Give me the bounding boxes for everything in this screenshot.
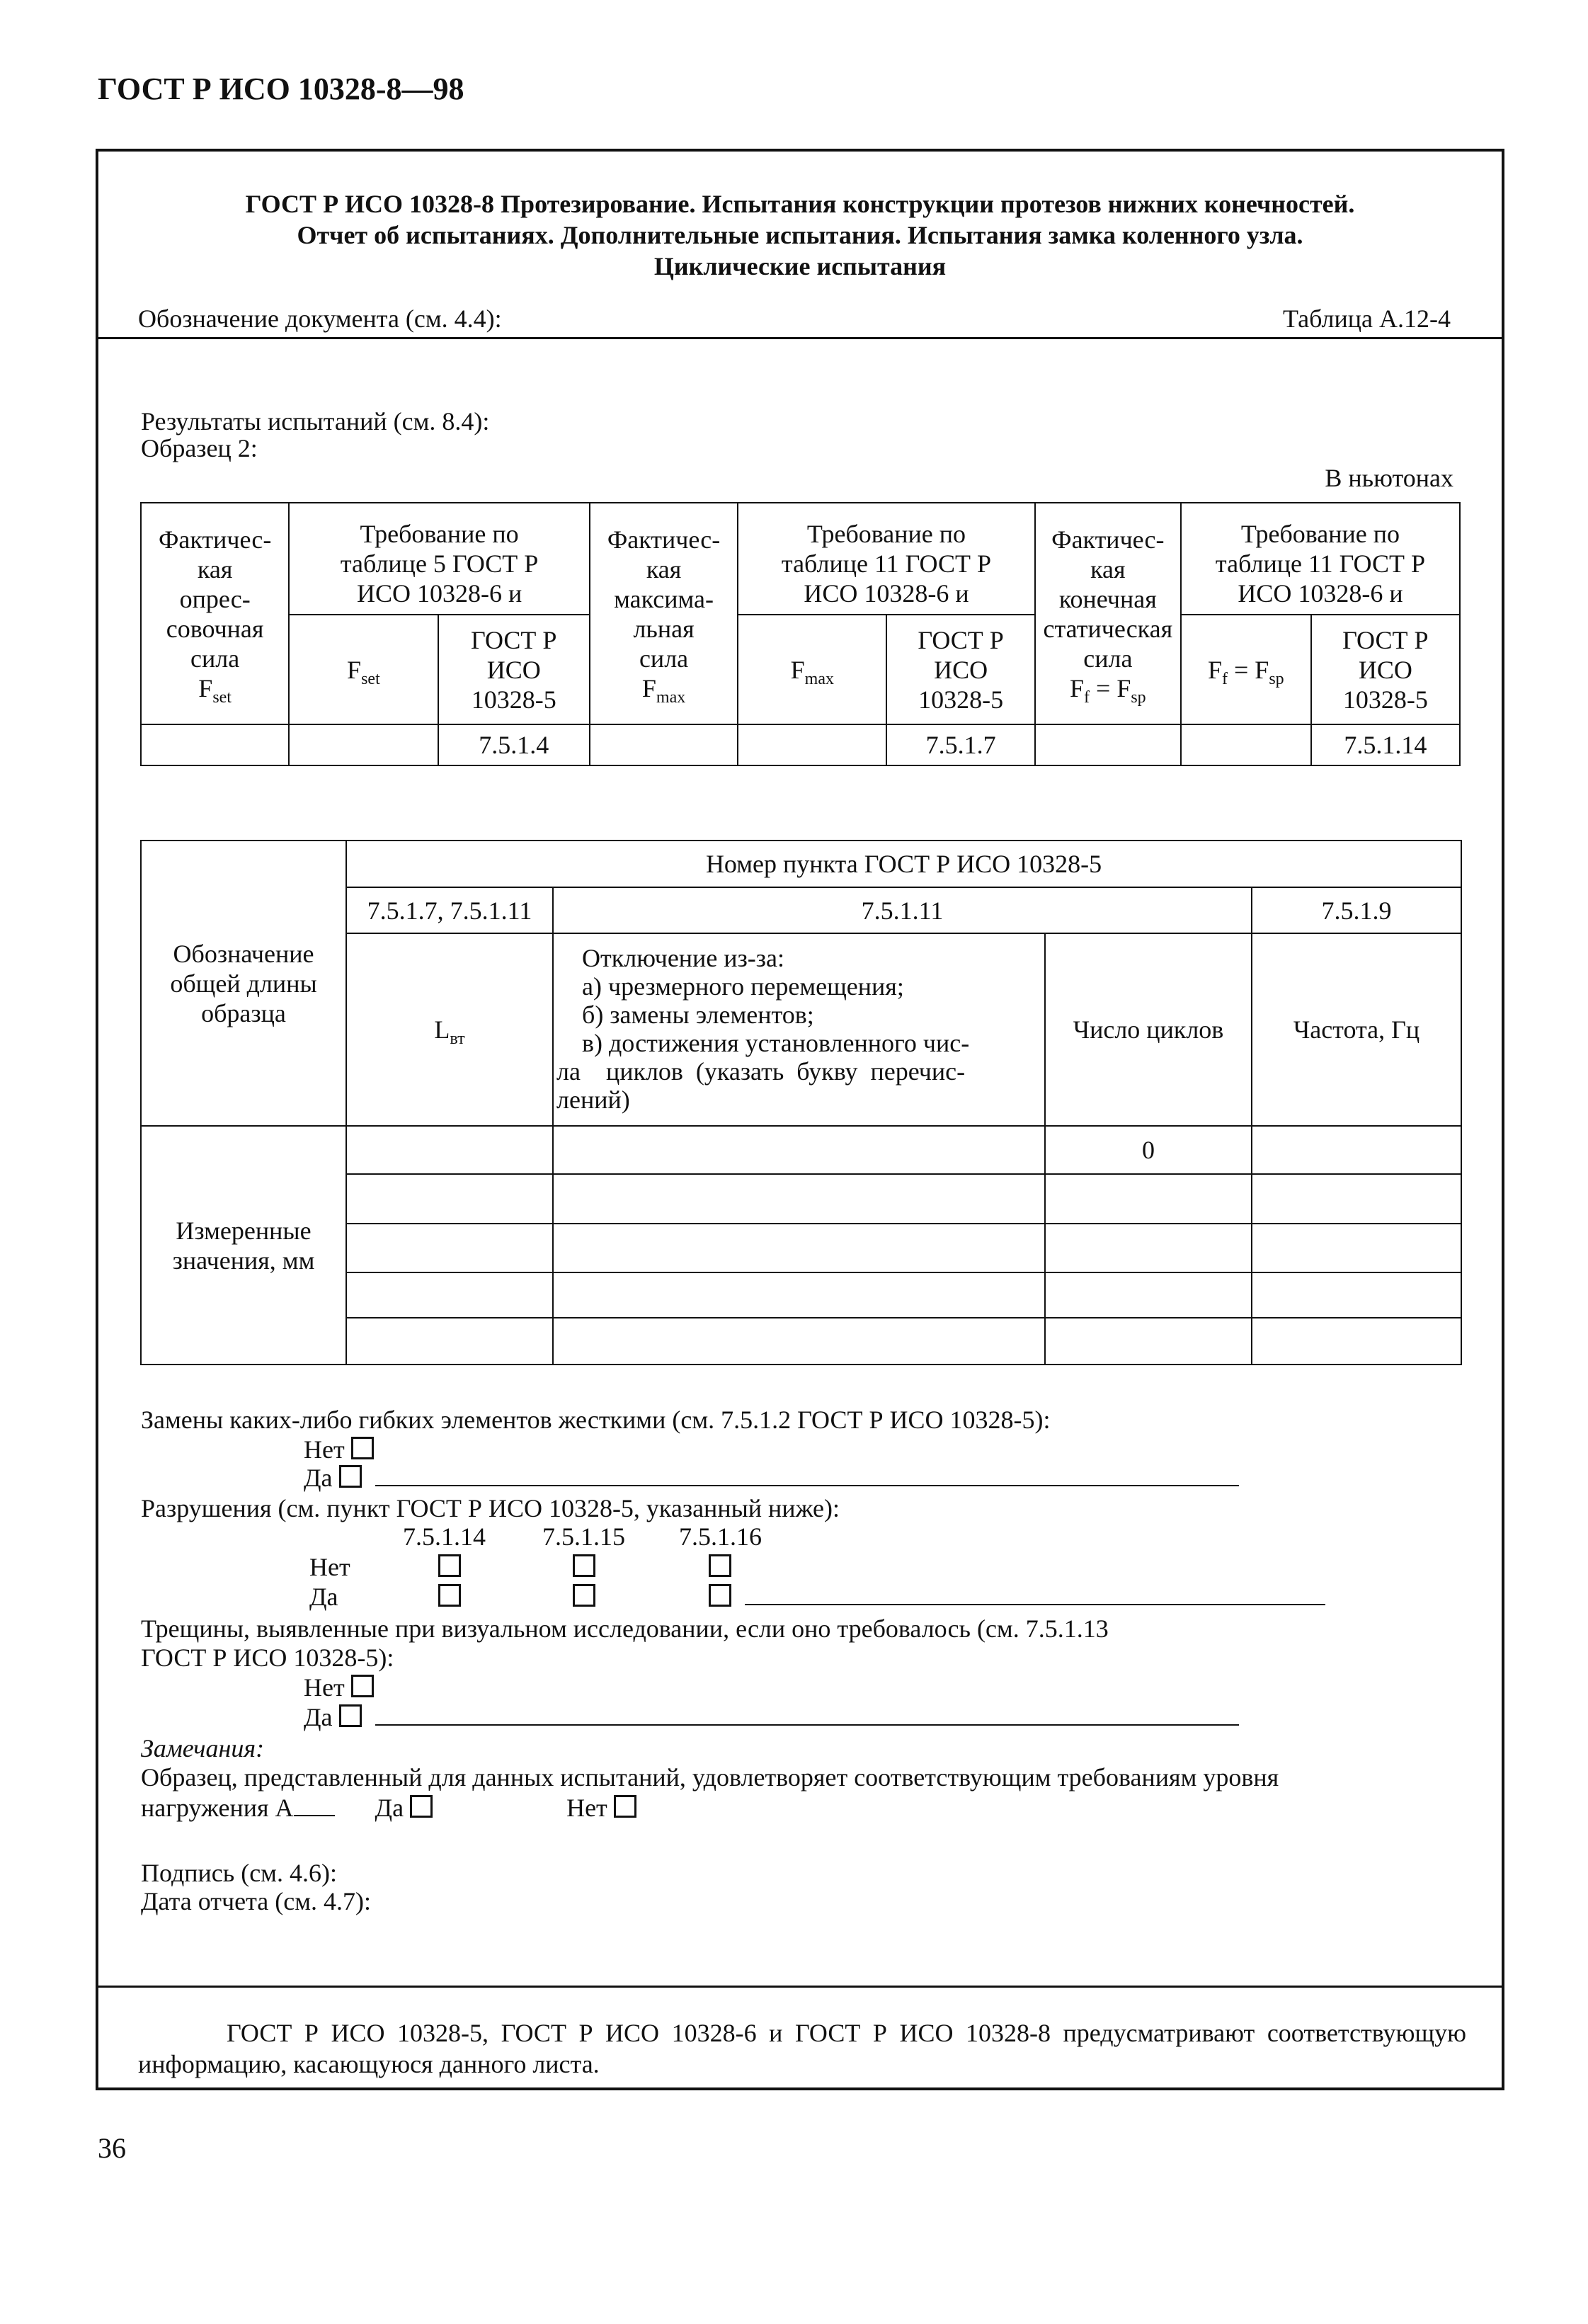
cracks-no-row: [304, 1673, 374, 1702]
table-cell[interactable]: [590, 724, 738, 765]
failures-clause-2: 7.5.1.15: [542, 1522, 625, 1551]
table-cell[interactable]: [346, 1126, 553, 1174]
fmax-subheader: $F_{max}$: [738, 615, 886, 724]
table-cell[interactable]: [346, 1318, 553, 1365]
gost-10328-5-subheader: ГОСТ Р ИСО 10328-5: [1311, 615, 1460, 724]
failures-clause-1: 7.5.1.14: [403, 1522, 486, 1551]
table-cell[interactable]: [553, 1126, 1045, 1174]
table-cell[interactable]: [346, 1272, 553, 1318]
replacements-no-row: [304, 1435, 374, 1464]
cracks-yes-row: [304, 1702, 1239, 1732]
report-date-label: Дата отчета (см. 4.7):: [141, 1887, 371, 1915]
table-cell[interactable]: [1045, 1174, 1252, 1224]
form-title-line-2: Отчет об испытаниях. Дополнительные испытания. Испытания замка коленного узла.: [297, 221, 1303, 249]
conformity-no-checkbox[interactable]: [614, 1795, 636, 1818]
no-label: Нет: [566, 1794, 607, 1822]
yes-label: Да: [304, 1703, 333, 1731]
failures-no-checkbox-2[interactable]: [573, 1554, 595, 1577]
clause-ref-cell: 7.5.1.4: [438, 724, 590, 765]
failures-yes-label: Да: [309, 1583, 338, 1611]
clause-ref-cell: 7.5.1.7: [886, 724, 1034, 765]
lbt-header: $L_{вт}$: [346, 933, 553, 1126]
sample-label: Образец 2:: [141, 434, 258, 462]
table-cell[interactable]: [346, 1224, 553, 1272]
failures-yes-checkbox-2[interactable]: [573, 1584, 595, 1607]
form-title-block: [98, 152, 1502, 339]
measured-values-label: Измеренные значения, мм: [141, 1126, 346, 1365]
remarks-label: Замечания:: [141, 1734, 265, 1762]
gost-10328-5-subheader: ГОСТ Р ИСО 10328-5: [886, 615, 1034, 724]
failures-details-line[interactable]: [745, 1604, 1325, 1605]
table-cell[interactable]: [1252, 1126, 1461, 1174]
table-cell[interactable]: [1045, 1272, 1252, 1318]
clause-7-5-1-9-header: 7.5.1.9: [1252, 887, 1461, 933]
failures-yes-checkbox-1[interactable]: [438, 1584, 461, 1607]
table-cell[interactable]: [738, 724, 886, 765]
table-cell[interactable]: [1181, 724, 1311, 765]
failures-yes-checkbox-3[interactable]: [709, 1584, 731, 1607]
overall-length-header: Обозначение общей длины образца: [141, 841, 346, 1126]
failures-question: Разрушения (см. пункт ГОСТ Р ИСО 10328-5, указанный ниже):: [141, 1494, 840, 1522]
table-cell[interactable]: [1252, 1224, 1461, 1272]
clause-number-header: Номер пункта ГОСТ Р ИСО 10328-5: [346, 841, 1461, 887]
proof-force-requirement-header: Требование по таблице 5 ГОСТ Р ИСО 10328-6 и: [289, 503, 590, 615]
max-force-requirement-header: Требование по таблице 11 ГОСТ Р ИСО 10328-6 и: [738, 503, 1035, 615]
ff-fsp-subheader: $F_f = F_{sp}$: [1181, 615, 1311, 724]
footer-note: ГОСТ Р ИСО 10328-5, ГОСТ Р ИСО 10328-6 и ГОСТ Р ИСО 10328-8 предусматривают соответствующую информацию, касающуюся данного листа.: [138, 2019, 1466, 2078]
clause-ref-cell: 7.5.1.14: [1311, 724, 1460, 765]
document-designation-label: Обозначение документа (см. 4.4):: [138, 304, 502, 333]
table-cell[interactable]: [553, 1272, 1045, 1318]
table-cell[interactable]: [346, 1174, 553, 1224]
replacements-yes-row: [304, 1463, 1239, 1493]
actual-proof-force-header: Фактичес- кая опрес- совочная сила $F_{set}$: [141, 503, 289, 724]
replacements-no-checkbox[interactable]: [351, 1437, 374, 1459]
fset-subheader: $F_{set}$: [289, 615, 438, 724]
cracks-question-line-1: Трещины, выявленные при визуальном исследовании, если оно требовалось (см. 7.5.1.13: [141, 1614, 1109, 1643]
yes-label: Да: [375, 1794, 404, 1822]
signature-label: Подпись (см. 4.6):: [141, 1859, 337, 1887]
replacements-question: Замены каких-либо гибких элементов жесткими (см. 7.5.1.2 ГОСТ Р ИСО 10328-5):: [141, 1406, 1051, 1434]
yes-label: Да: [304, 1464, 333, 1492]
failures-no-label: Нет: [309, 1553, 350, 1581]
table-cell[interactable]: [1035, 724, 1181, 765]
no-label: Нет: [304, 1435, 345, 1464]
gost-10328-5-subheader: ГОСТ Р ИСО 10328-5: [438, 615, 590, 724]
cracks-question-line-2: ГОСТ Р ИСО 10328-5):: [141, 1644, 394, 1672]
replacements-details-line[interactable]: [375, 1485, 1239, 1486]
footer-divider: [98, 1986, 1502, 1988]
replacements-yes-checkbox[interactable]: [339, 1465, 362, 1488]
measurements-table: [140, 840, 1462, 1365]
disconnect-reason-header: Отключение из-за: а) чрезмерного перемещения; б) замены элементов; в) достижения установленного чис- ла циклов (указать букву перечис- лений): [553, 933, 1045, 1126]
report-form-frame: [96, 149, 1504, 2090]
cracks-yes-checkbox[interactable]: [339, 1704, 362, 1727]
cracks-no-checkbox[interactable]: [351, 1675, 374, 1697]
failures-clause-3: 7.5.1.16: [679, 1522, 762, 1551]
table-cell[interactable]: [553, 1174, 1045, 1224]
page-number: 36: [98, 2132, 126, 2164]
results-label: Результаты испытаний (см. 8.4):: [141, 407, 490, 435]
cycles-value-cell: 0: [1045, 1126, 1252, 1174]
form-title-line-1: ГОСТ Р ИСО 10328-8 Протезирование. Испытания конструкции протезов нижних конечностей.: [245, 190, 1355, 218]
table-cell[interactable]: [289, 724, 438, 765]
conformity-yes-checkbox[interactable]: [410, 1795, 433, 1818]
failures-no-checkbox-1[interactable]: [438, 1554, 461, 1577]
form-title: [98, 188, 1502, 282]
table-cell[interactable]: [1252, 1174, 1461, 1224]
conformity-statement: Образец, представленный для данных испытаний, удовлетворяет соответствующим требованиям уровня: [141, 1763, 1279, 1792]
units-label: В ньютонах: [1325, 464, 1453, 492]
final-force-requirement-header: Требование по таблице 11 ГОСТ Р ИСО 10328-6 и: [1181, 503, 1460, 615]
actual-final-static-force-header: Фактичес- кая конечная статическая сила $F_f = F_{sp}$: [1035, 503, 1181, 724]
clause-7-5-1-11-header: 7.5.1.11: [553, 887, 1252, 933]
frequency-header: Частота, Гц: [1252, 933, 1461, 1126]
no-label: Нет: [304, 1673, 345, 1702]
failures-no-checkbox-3[interactable]: [709, 1554, 731, 1577]
load-level-label: нагружения А: [141, 1794, 294, 1822]
table-cell[interactable]: [1252, 1318, 1461, 1365]
table-cell[interactable]: [141, 724, 289, 765]
load-level-field[interactable]: [294, 1815, 335, 1816]
form-title-line-3: Циклические испытания: [653, 252, 947, 280]
clause-7-5-1-7-header: 7.5.1.7, 7.5.1.11: [346, 887, 553, 933]
page-header: ГОСТ Р ИСО 10328-8—98: [98, 72, 464, 106]
table-cell[interactable]: [1045, 1318, 1252, 1365]
table-cell[interactable]: [553, 1318, 1045, 1365]
actual-max-force-header: Фактичес- кая максима- льная сила $F_{max}$: [590, 503, 738, 724]
conformity-answer-row: [141, 1793, 636, 1823]
table-cell[interactable]: [1045, 1224, 1252, 1272]
cycles-header: Число циклов: [1045, 933, 1252, 1126]
table-cell[interactable]: [553, 1224, 1045, 1272]
table-number: Таблица А.12-4: [1283, 304, 1451, 333]
forces-table: [140, 502, 1461, 766]
table-cell[interactable]: [1252, 1272, 1461, 1318]
cracks-details-line[interactable]: [375, 1724, 1239, 1726]
